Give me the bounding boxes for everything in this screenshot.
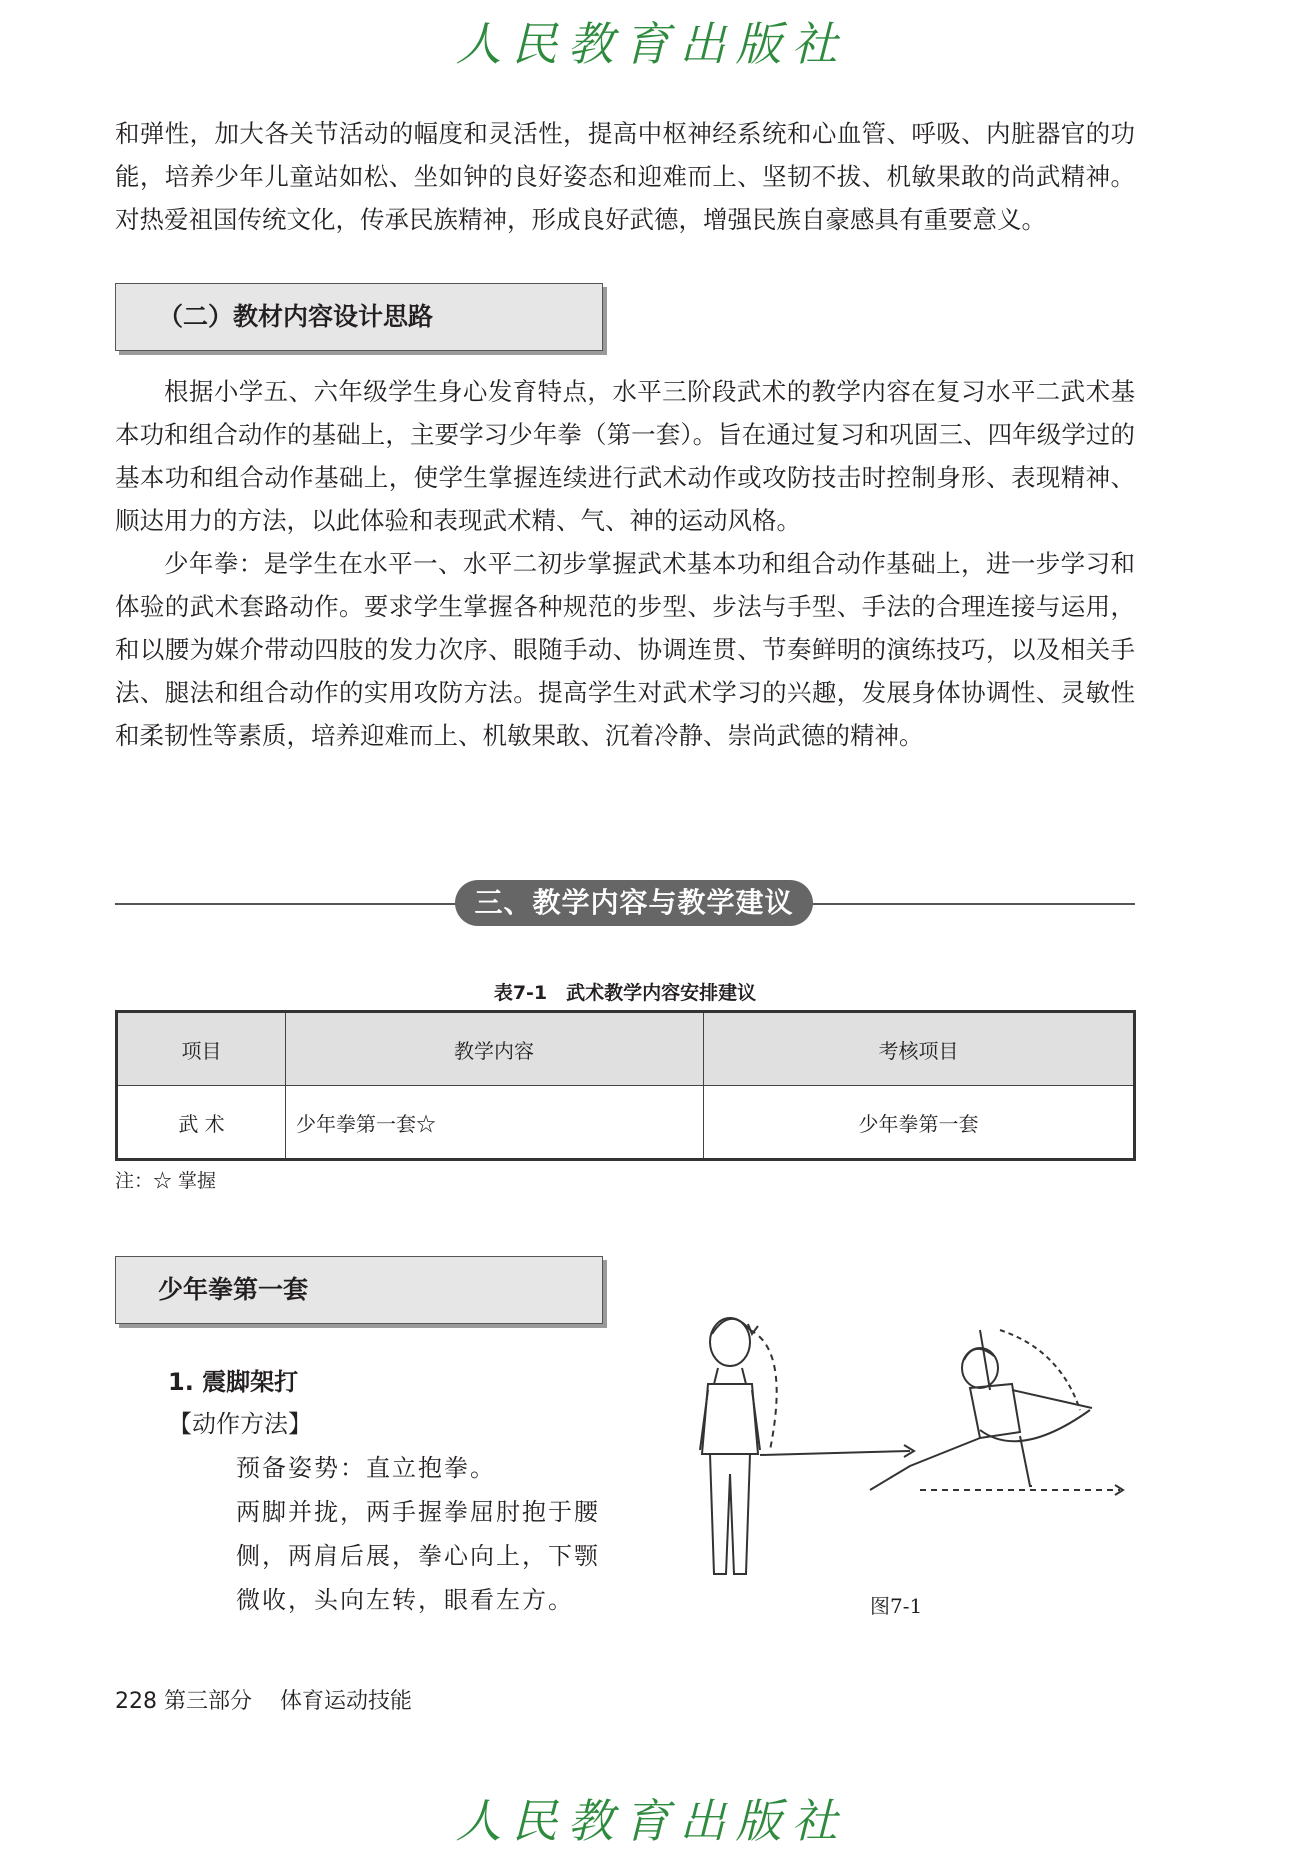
paragraph-design-1: 根据小学五、六年级学生身心发育特点，水平三阶段武术的教学内容在复习水平二武术基本功和组合动作的基础上，主要学习少年拳（第一套）。旨在通过复习和巩固三、四年级学过的基本功和组合动作基础上，使学生掌握连续进行武术动作或攻防技击时控制身形、表现精神、顺达用力的方法，以此体验和表现武术精、气、神的运动风格。 (115, 377, 1135, 535)
publisher-logo-top: 人民教育出版社 (455, 17, 848, 71)
arrow-line-icon (760, 1451, 910, 1455)
table-row (117, 1086, 1135, 1160)
section-title-box: （二）教材内容设计思路 (115, 283, 603, 351)
standing-figure-icon (700, 1318, 760, 1574)
cell-content: 少年拳第一套☆ (286, 1086, 704, 1160)
publisher-logo-bottom: 人民教育出版社 (455, 1794, 848, 1848)
figure-illustration (660, 1290, 1140, 1590)
table-note: 注：☆ 掌握 (115, 1170, 217, 1192)
arrowhead-icon (748, 1324, 758, 1334)
step-line: 侧，两肩后展，拳心向上，下颚 (236, 1542, 600, 1570)
step-line: 两脚并拢，两手握拳屈肘抱于腰 (236, 1498, 600, 1526)
step-line: 微收，头向左转，眼看左方。 (236, 1586, 574, 1614)
intro-paragraph: 和弹性，加大各关节活动的幅度和灵活性，提高中枢神经系统和心血管、呼吸、内脏器官的功能，培养少年儿童站如松、坐如钟的良好姿态和迎难而上、坚韧不拔、机敏果敢的尚武精神。对热爱祖国传统文化，传承民族精神，形成良好武德，增强民族自豪感具有重要意义。 (115, 119, 1135, 234)
paragraph-design-2: 少年拳：是学生在水平一、水平二初步掌握武术基本功和组合动作基础上，进一步学习和体验的武术套路动作。要求学生掌握各种规范的步型、步法与手型、手法的合理连接与运用，和以腰为媒介带动四肢的发力次序、眼随手动、协调连贯、节奏鲜明的演练技巧，以及相关手法、腿法和组合动作的实用攻防方法。提高学生对武术学习的兴趣，发展身体协调性、灵敏性和柔韧性等素质，培养迎难而上、机敏果敢、沉着冷静、崇尚武德的精神。 (115, 549, 1135, 750)
method-label: 【动作方法】 (168, 1410, 312, 1438)
dashed-arrow-icon (750, 1330, 777, 1450)
table-caption: 表7-1 武术教学内容安排建议 (493, 982, 757, 1004)
cell-assessment: 少年拳第一套 (704, 1086, 1135, 1160)
move-title: 1. 震脚架打 (168, 1368, 299, 1396)
page-footer (115, 1684, 412, 1715)
page-number: 228 (115, 1689, 157, 1714)
step-text (236, 1446, 644, 1622)
content-table (115, 1010, 1136, 1161)
step-line: 预备姿势：直立抱拳。 (236, 1454, 496, 1482)
header-assessment: 考核项目 (704, 1012, 1135, 1086)
footer-part: 第三部分 (164, 1689, 253, 1714)
table-header-row (117, 1012, 1135, 1086)
footer-chapter: 体育运动技能 (280, 1689, 413, 1714)
figure-caption: 图7-1 (870, 1594, 923, 1618)
section-banner: 三、教学内容与教学建议 (455, 880, 813, 926)
cell-item: 武 术 (117, 1086, 286, 1160)
lunging-figure-icon (870, 1330, 1123, 1495)
header-item: 项目 (117, 1012, 286, 1086)
header-content: 教学内容 (286, 1012, 704, 1086)
lesson-title-box: 少年拳第一套 (115, 1256, 603, 1324)
